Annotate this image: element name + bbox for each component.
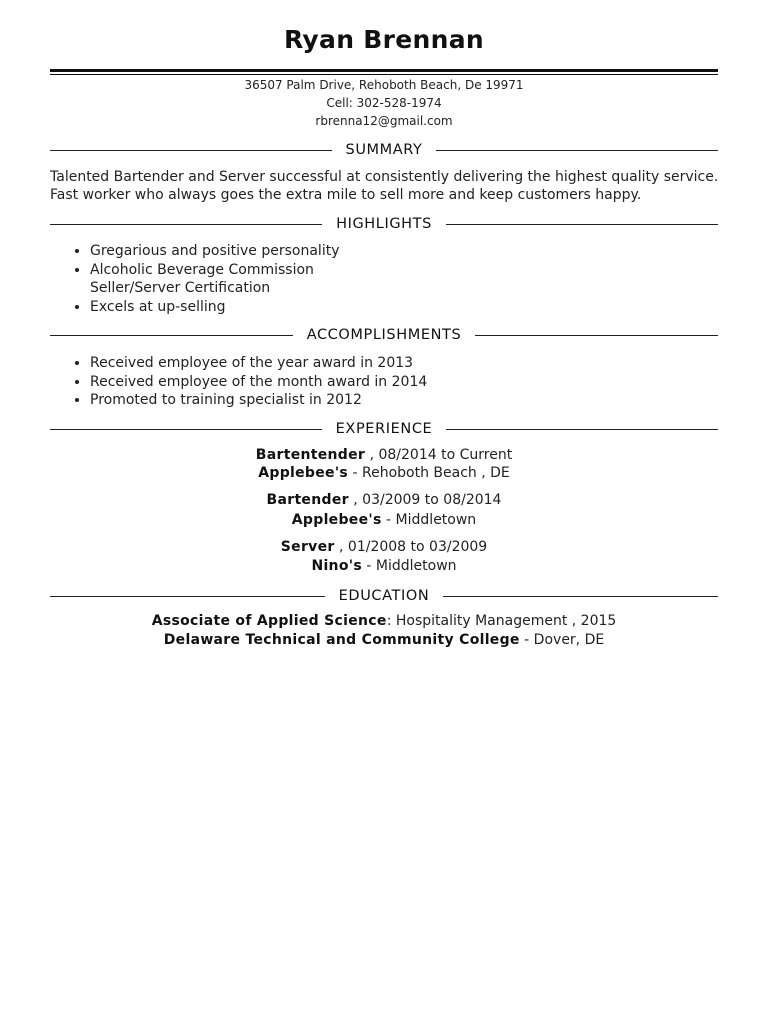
job-location: - Rehoboth Beach , DE (348, 465, 510, 481)
list-item: • Excels at up-selling (90, 298, 730, 317)
job-dates: , 03/2009 to 08/2014 (348, 492, 502, 508)
education-location: - Dover, DE (519, 632, 605, 648)
section-rule-left (50, 150, 332, 151)
section-header-accomplishments (50, 327, 718, 343)
section-rule-right (446, 429, 718, 430)
highlights-list (50, 242, 730, 316)
education-school: Delaware Technical and Community College (163, 632, 520, 648)
contact-cell: Cell: 302-528-1974 (326, 96, 442, 110)
section-rule-left (50, 224, 322, 225)
list-item: • Received employee of the year award in 2013 (90, 354, 730, 373)
section-header-highlights (50, 216, 718, 232)
section-title: EXPERIENCE (335, 421, 433, 437)
job-employer-line (0, 465, 768, 481)
section-header-experience (50, 421, 718, 437)
job-title-line (0, 539, 768, 555)
job-employer: Nino's (311, 558, 362, 574)
contact-address: 36507 Palm Drive, Rehoboth Beach, De 19971 (244, 78, 524, 92)
job-employer: Applebee's (258, 465, 349, 481)
section-title: EDUCATION (338, 588, 430, 604)
job-location: - Middletown (361, 558, 457, 574)
job-role: Server (280, 539, 335, 555)
job-employer: Applebee's (291, 512, 382, 528)
job-dates: , 08/2014 to Current (365, 447, 513, 463)
job-role: Bartender (266, 492, 349, 508)
section-header-education (50, 588, 718, 604)
job-employer-line (0, 558, 768, 574)
list-item: • Alcoholic Beverage Commission Seller/Server Certification (90, 261, 330, 298)
candidate-name: Ryan Brennan (284, 25, 484, 54)
section-header-summary (50, 142, 718, 158)
list-item: • Gregarious and positive personality (90, 242, 730, 261)
section-rule-left (50, 429, 322, 430)
job-title-line (0, 447, 768, 463)
section-rule-left (50, 596, 325, 597)
job-dates: , 01/2008 to 03/2009 (334, 539, 488, 555)
job-location: - Middletown (381, 512, 477, 528)
section-rule-right (475, 335, 718, 336)
education-field: : Hospitality Management , 2015 (386, 613, 617, 629)
job-employer-line (0, 512, 768, 528)
accomplishments-list (50, 354, 730, 410)
section-rule-right (443, 596, 718, 597)
job-title-line (0, 492, 768, 508)
education-degree-line (0, 613, 768, 629)
section-rule-left (50, 335, 293, 336)
list-item: • Promoted to training specialist in 2012 (90, 391, 730, 410)
summary-text: Talented Bartender and Server successful at consistently delivering the highest quality service. Fast worker who always goes the extra mile to sell more and keep customers happy. (50, 169, 719, 203)
header-rule-thin (50, 74, 718, 75)
section-rule-right (446, 224, 718, 225)
education-degree: Associate of Applied Science (151, 613, 387, 629)
list-item: • Received employee of the month award in 2014 (90, 373, 730, 392)
section-rule-right (436, 150, 718, 151)
section-title: HIGHLIGHTS (336, 216, 432, 232)
section-title: ACCOMPLISHMENTS (306, 327, 462, 343)
job-role: Bartentender (255, 447, 366, 463)
section-title: SUMMARY (345, 142, 423, 158)
contact-email: rbrenna12@gmail.com (315, 114, 453, 128)
header-rule-thick (50, 69, 718, 72)
education-school-line (0, 632, 768, 648)
